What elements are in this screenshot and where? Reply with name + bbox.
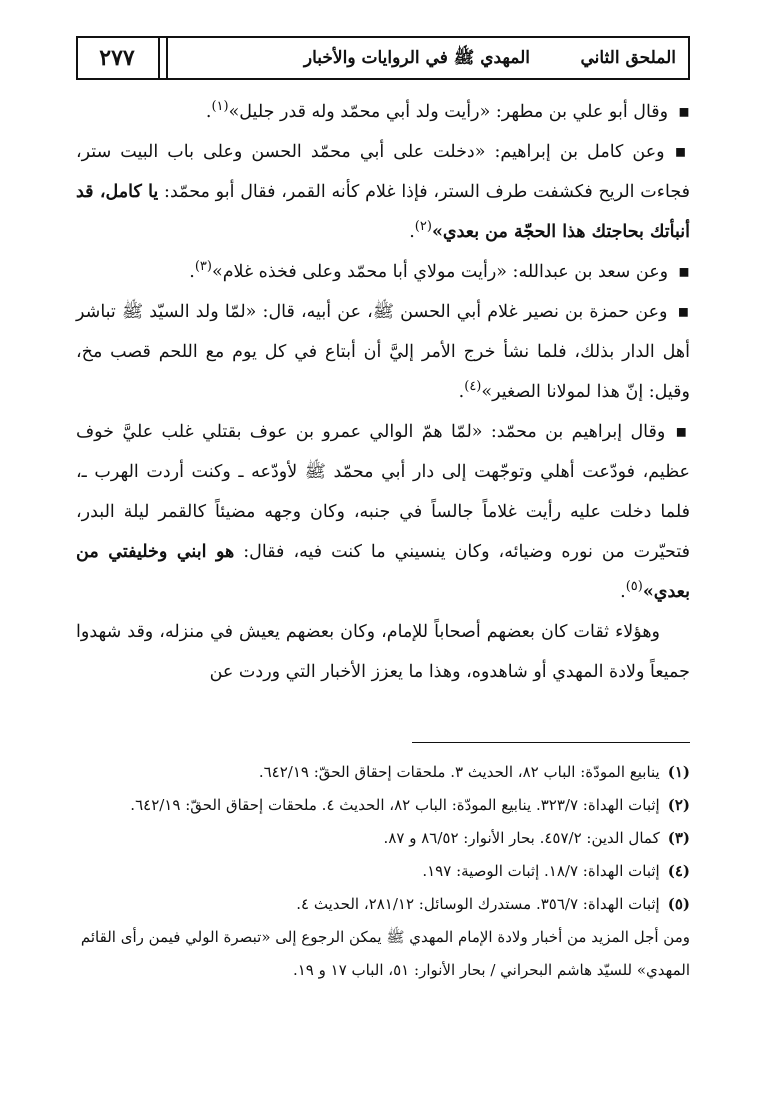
footnote-ref: (١) bbox=[211, 99, 229, 115]
bullet-icon: ▪ bbox=[674, 142, 690, 162]
paragraph-text: وقال إبراهيم بن محمّد: «لمّا همّ الوالي عمرو بن عوف بقتلي غلب عليَّ خوف عظيم، فودّعت أهلي وتوجّهت إلى دار أبي محمّد ﷺ لأودّعه ـ وكنت أردت الهرب ـ، فلما دخلت عليه رأيت غلاماً جالساً في جنبه، وكان وجهه مضيئاً كالقمر ليلة البدر، فتحيّرت من نوره وضيائه، وكان ينسيني ما كنت فيه، فقال: bbox=[76, 422, 690, 562]
footnote-ref: (٣) bbox=[194, 259, 212, 275]
bullet-icon: ▪ bbox=[678, 102, 690, 122]
paragraph-text: وعن سعد بن عبدالله: «رأيت مولاي أبا محمّد وعلى فخذه غلام» bbox=[211, 262, 669, 282]
footnote-5 bbox=[76, 888, 690, 921]
header-section: الملحق الثاني bbox=[580, 48, 676, 68]
paragraph-bold: هو ابني وخليفتي من بعدي» bbox=[76, 542, 690, 602]
running-header bbox=[76, 36, 690, 84]
bullet-icon: ▪ bbox=[678, 262, 690, 282]
paragraph-4 bbox=[76, 292, 690, 412]
paragraph-3 bbox=[76, 252, 690, 292]
bullet-icon: ▪ bbox=[677, 302, 690, 322]
footnote-4 bbox=[76, 855, 690, 888]
footnote-ref: (٢) bbox=[414, 219, 432, 235]
paragraph-text: وهؤلاء ثقات كان بعضهم أصحاباً للإمام، وكان بعضهم يعيش في منزله، وقد شهدوا جميعاً ولادة المهدي أو شاهدوه، وهذا ما يعزز الأخبار التي وردت عن bbox=[76, 622, 690, 682]
footnote-3 bbox=[76, 822, 690, 855]
footnote-number: (٢) bbox=[667, 796, 690, 814]
footnote-ref: (٥) bbox=[625, 579, 643, 595]
page-number: ٢٧٧ bbox=[76, 36, 160, 80]
footnote-text: إثبات الهداة: ٣٢٣/٧. ينابيع المودّة: الباب ٨٢، الحديث ٤. ملحقات إحقاق الحقّ: ٦٤٢/١٩. bbox=[130, 796, 660, 814]
paragraph-text: وعن كامل بن إبراهيم: «دخلت على أبي محمّد الحسن وعلى باب البيت ستر، فجاءت الريح فكشفت طرف الستر، فإذا غلام كأنه القمر، فقال أبو محمّد: bbox=[76, 142, 690, 202]
footnote-ref: (٤) bbox=[464, 379, 482, 395]
paragraph-end: . bbox=[205, 102, 212, 122]
main-text bbox=[76, 92, 690, 692]
footnote-text: إثبات الهداة: ١٨/٧. إثبات الوصية: ١٩٧. bbox=[422, 862, 660, 880]
paragraph-6 bbox=[76, 612, 690, 692]
paragraph-2 bbox=[76, 132, 690, 252]
footnote-2 bbox=[76, 789, 690, 822]
paragraph-text: وعن حمزة بن نصير غلام أبي الحسن ﷺ، عن أبيه، قال: «لمّا ولد السيّد ﷺ تباشر أهل الدار بذلك، فلما نشأ خرج الأمر إليَّ أن أبتاع في كل يوم مع اللحم قصب مخ، وقيل: إنّ هذا لمولانا الصغير» bbox=[76, 302, 690, 402]
paragraph-1 bbox=[76, 92, 690, 132]
footnote-extra: ومن أجل المزيد من أخبار ولادة الإمام المهدي ﷺ يمكن الرجوع إلى «تبصرة الولي فيمن رأى القائم المهدي» للسيّد هاشم البحراني / بحار الأنوار: ٥١، الباب ١٧ و ١٩. bbox=[80, 928, 690, 979]
footnote-text: ينابيع المودّة: الباب ٨٢، الحديث ٣. ملحقات إحقاق الحقّ: ٦٤٢/١٩. bbox=[258, 763, 660, 781]
paragraph-bold: يا كامل، قد أنبأتك بحاجتك هذا الحجّة من بعدي» bbox=[76, 182, 690, 242]
footnote-1 bbox=[76, 756, 690, 789]
footnote-number: (٣) bbox=[667, 829, 690, 847]
bullet-icon: ▪ bbox=[675, 422, 690, 442]
paragraph-end: . bbox=[620, 582, 626, 602]
paragraph-text: وقال أبو علي بن مطهر: «رأيت ولد أبي محمّد وله قدر جليل» bbox=[228, 102, 669, 122]
paragraph-end: . bbox=[458, 382, 465, 402]
footnote-number: (٤) bbox=[667, 862, 690, 880]
paragraph-end: . bbox=[409, 222, 415, 242]
header-separator bbox=[160, 36, 168, 80]
paragraph-end: . bbox=[189, 262, 195, 282]
paragraph-5 bbox=[76, 412, 690, 612]
footnote-text: إثبات الهداة: ٣٥٦/٧. مستدرك الوسائل: ٢٨١/١٢، الحديث ٤. bbox=[296, 895, 660, 913]
header-title: المهدي ﷺ في الروايات والأخبار bbox=[303, 48, 530, 68]
footnotes bbox=[76, 756, 690, 987]
footnote-number: (١) bbox=[667, 763, 690, 781]
footnote-number: (٥) bbox=[667, 895, 690, 913]
footnote-text: كمال الدين: ٤٥٧/٢. بحار الأنوار: ٨٦/٥٢ و ٨٧. bbox=[383, 829, 660, 847]
footnote-divider bbox=[412, 742, 690, 743]
